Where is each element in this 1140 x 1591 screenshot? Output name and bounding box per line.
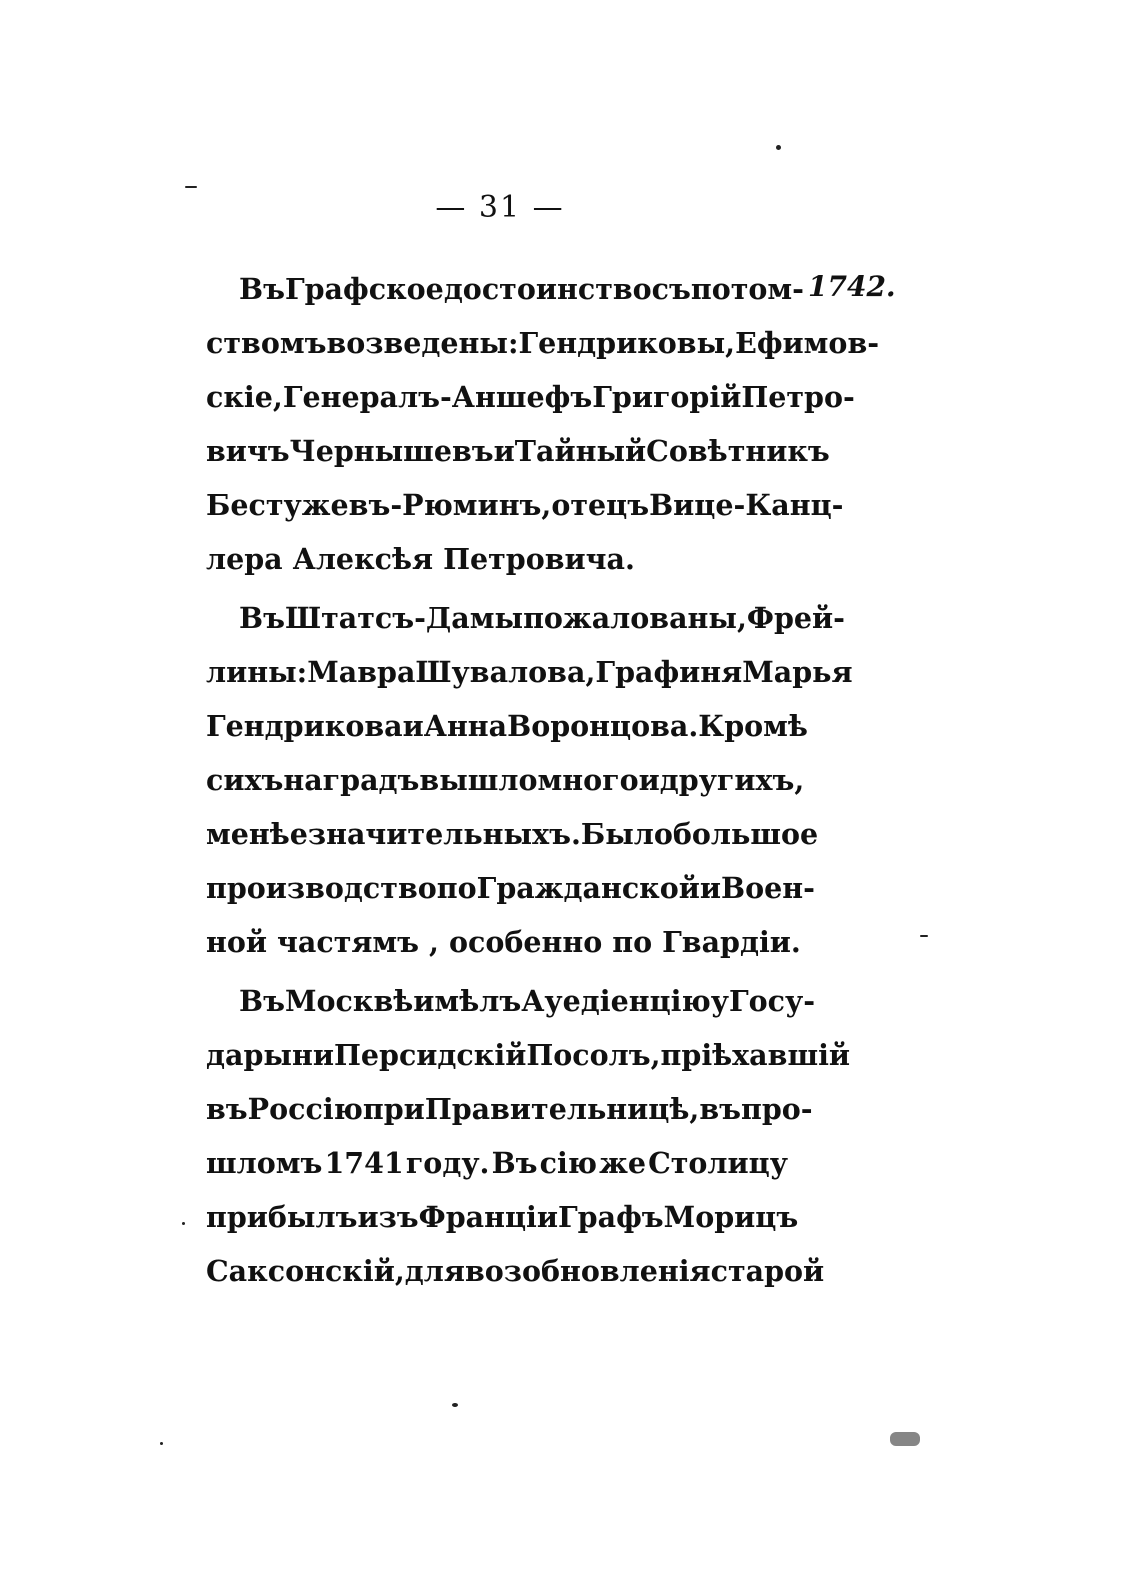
scan-speck xyxy=(185,186,197,188)
word: Было xyxy=(580,817,673,851)
text-line xyxy=(206,424,830,478)
word: же xyxy=(599,1146,646,1180)
word: Гендрикова xyxy=(206,709,403,743)
word: Въ xyxy=(239,601,285,635)
text-line xyxy=(206,1190,799,1244)
word: , xyxy=(794,763,805,797)
word: для xyxy=(404,1254,465,1288)
word: Посолъ xyxy=(526,1038,651,1072)
text-line xyxy=(206,645,853,699)
word: , xyxy=(650,1038,661,1072)
word: дарыни xyxy=(206,1038,334,1072)
scan-speck xyxy=(920,935,928,937)
text-line xyxy=(206,262,805,316)
word: Мавра xyxy=(307,655,416,689)
text-line xyxy=(206,478,844,532)
word: году. xyxy=(405,1146,490,1180)
scan-speck xyxy=(452,1403,458,1407)
word: значительныхъ. xyxy=(307,817,581,851)
scan-speck xyxy=(182,1222,185,1225)
word: лера xyxy=(206,542,283,576)
scan-speck xyxy=(160,1442,163,1445)
word: Штатсъ-Дамы xyxy=(284,601,524,635)
word: Совѣтникъ xyxy=(646,434,830,468)
word: Столицу xyxy=(648,1146,788,1180)
word: потом- xyxy=(690,272,805,306)
word: пожалованы, xyxy=(523,601,747,635)
word: Бестужевъ-Рюминъ xyxy=(206,488,542,522)
word: Петровича. xyxy=(443,542,635,576)
word: большое xyxy=(672,817,819,851)
word: ной xyxy=(206,925,268,959)
word: у xyxy=(710,984,729,1018)
word: Ефимов- xyxy=(735,326,880,360)
word: Григорій xyxy=(592,380,742,414)
text-line xyxy=(206,1082,813,1136)
word: : xyxy=(507,326,519,360)
word: возведены xyxy=(326,326,508,360)
word: сію xyxy=(539,1146,597,1180)
word: Москвѣ xyxy=(284,984,414,1018)
text-line xyxy=(206,974,816,1028)
word: , xyxy=(585,655,596,689)
word: шломъ xyxy=(206,1146,323,1180)
word: : xyxy=(296,655,308,689)
text-line xyxy=(206,807,819,861)
text-line xyxy=(206,861,815,915)
word: Алексѣя xyxy=(292,542,434,576)
word: по xyxy=(612,925,653,959)
word: изъ xyxy=(357,1200,419,1234)
word: Въ xyxy=(239,272,285,306)
word: вышло xyxy=(419,763,538,797)
word: Гражданской xyxy=(476,871,700,905)
word: Тайный xyxy=(514,434,647,468)
word: Кромѣ xyxy=(698,709,808,743)
word: Морицъ xyxy=(663,1200,799,1234)
word: особенно xyxy=(448,925,603,959)
word: и xyxy=(699,871,722,905)
word: Фрей- xyxy=(746,601,845,635)
word: Шувалова xyxy=(415,655,586,689)
page-number: — 31 — xyxy=(435,190,565,225)
word: , xyxy=(541,488,552,522)
word: при xyxy=(362,1092,425,1126)
text-line xyxy=(206,1028,851,1082)
word: Персидскій xyxy=(333,1038,527,1072)
word: въ xyxy=(699,1092,741,1126)
scan-speck xyxy=(776,145,781,150)
word: Марья xyxy=(742,655,853,689)
word: сихъ xyxy=(206,763,284,797)
word: Воронцова. xyxy=(507,709,699,743)
text-line xyxy=(206,699,808,753)
word: пріѣхавшій xyxy=(660,1038,851,1072)
scan-speck xyxy=(890,1432,920,1446)
word: прибылъ xyxy=(206,1200,358,1234)
word: съ xyxy=(651,272,691,306)
margin-year-note: 1742. xyxy=(808,270,896,303)
text-line xyxy=(206,1136,788,1190)
word: Ауедіенцію xyxy=(521,984,711,1018)
word: Гвардіи. xyxy=(662,925,801,959)
word: Петро- xyxy=(741,380,855,414)
word: ствомъ xyxy=(206,326,327,360)
word: Правительницѣ, xyxy=(424,1092,700,1126)
word: Анна xyxy=(423,709,508,743)
word: и xyxy=(402,709,424,743)
word: лины xyxy=(206,655,297,689)
word: Вице-Канц- xyxy=(649,488,844,522)
word: про- xyxy=(740,1092,813,1126)
word: Въ xyxy=(239,984,285,1018)
text-line xyxy=(206,591,845,645)
word: другихъ xyxy=(659,763,795,797)
word: производство xyxy=(206,871,437,905)
text-line xyxy=(206,370,855,424)
word: Графское xyxy=(284,272,444,306)
word: имѣлъ xyxy=(413,984,522,1018)
word: Саксонскій xyxy=(206,1254,395,1288)
word: наградъ xyxy=(283,763,420,797)
word: много xyxy=(537,763,639,797)
word: Госу- xyxy=(728,984,816,1018)
text-line xyxy=(206,532,788,586)
word: достоинство xyxy=(443,272,652,306)
word: старой xyxy=(710,1254,825,1288)
word: , xyxy=(429,925,439,959)
word: Воен- xyxy=(721,871,815,905)
word: вичъ xyxy=(206,434,290,468)
word: въ xyxy=(206,1092,248,1126)
word: Чернышевъ xyxy=(289,434,494,468)
word: и xyxy=(493,434,515,468)
word: скіе, xyxy=(206,380,283,414)
word: , xyxy=(394,1254,405,1288)
word: Графиня xyxy=(595,655,743,689)
word: возобновленія xyxy=(464,1254,711,1288)
text-line xyxy=(206,753,805,807)
word: отецъ xyxy=(551,488,650,522)
word: Франціи xyxy=(418,1200,558,1234)
word: Гендриковы, xyxy=(518,326,736,360)
word: и xyxy=(638,763,660,797)
text-line xyxy=(206,915,801,969)
text-line xyxy=(206,1244,825,1298)
word: по xyxy=(436,871,477,905)
word: Въ xyxy=(491,1146,538,1180)
word: 1741 xyxy=(324,1146,404,1180)
word: частямъ xyxy=(277,925,420,959)
word: Россію xyxy=(247,1092,363,1126)
word: Графъ xyxy=(558,1200,664,1234)
text-line xyxy=(206,316,880,370)
word: менѣе xyxy=(206,817,308,851)
word: Генералъ-Аншефъ xyxy=(282,380,593,414)
